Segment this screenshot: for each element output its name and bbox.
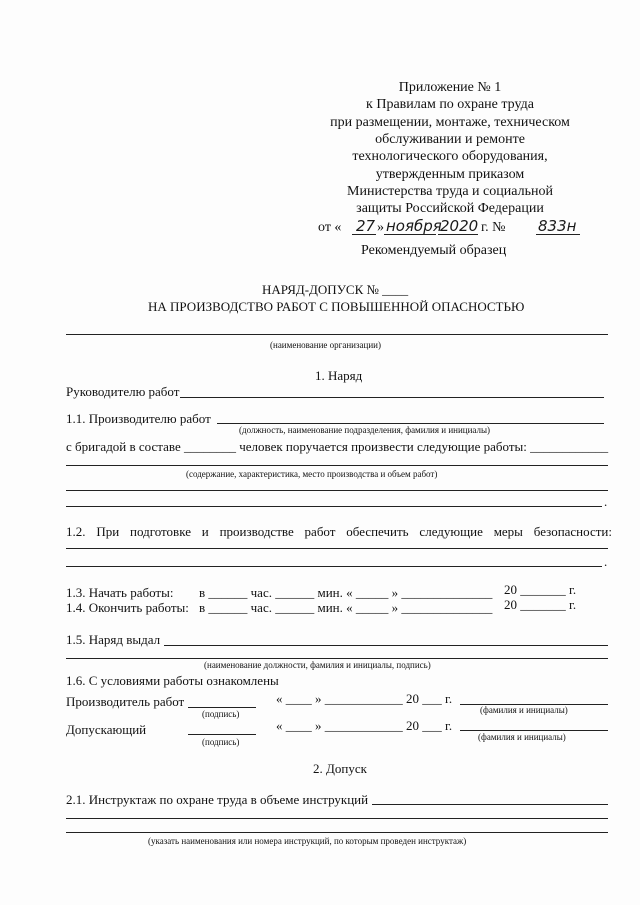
briefing-label: 2.1. Инструктаж по охране труда в объеме инструкций <box>66 792 369 807</box>
producer2-sign-line <box>188 707 256 708</box>
end-work-year: 20 _______ г. <box>504 597 577 612</box>
producer2-label: Производитель работ <box>66 694 185 709</box>
order-year-suffix: г. № <box>481 220 506 235</box>
producer2-name-caption: (фамилия и инициалы) <box>480 705 568 715</box>
works-line-3 <box>66 506 602 507</box>
works-line-2 <box>66 490 608 491</box>
safety-end-dot: . <box>604 554 608 569</box>
order-month-line <box>384 234 436 235</box>
header-line-5: технологического оборудования, <box>352 149 548 164</box>
header-line-7: Министерства труда и социальной <box>347 184 553 199</box>
order-day: 27 <box>356 217 376 235</box>
title-line-2: НА ПРОИЗВОДСТВО РАБОТ С ПОВЫШЕННОЙ ОПАСНОСТЬЮ <box>148 299 525 314</box>
admitter-name-caption: (фамилия и инициалы) <box>478 732 566 742</box>
start-work-label: 1.3. Начать работы: <box>66 585 174 600</box>
section-1-heading: 1. Наряд <box>315 368 363 383</box>
header-line-1: Приложение № 1 <box>398 80 502 95</box>
header-line-2: к Правилам по охране труда <box>366 97 534 112</box>
order-year-line <box>438 234 478 235</box>
briefing-line-2 <box>66 818 608 819</box>
organization-caption: (наименование организации) <box>270 340 381 350</box>
admitter-label: Допускающий <box>66 722 147 737</box>
header-line-8: защиты Российской Федерации <box>356 201 544 216</box>
order-year: 2020 <box>440 217 479 235</box>
start-work-time: в ______ час. ______ мин. « _____ » ______________ <box>199 585 493 600</box>
admitter-sign-line <box>188 734 256 735</box>
header-line-6: утвержденным приказом <box>375 167 525 182</box>
producer2-date: « ____ » ____________ 20 ___ г. <box>276 691 453 706</box>
producer2-sign-caption: (подпись) <box>202 709 240 719</box>
end-work-label: 1.4. Окончить работы: <box>66 600 189 615</box>
briefing-line-1 <box>372 804 608 805</box>
safety-line-1 <box>66 548 608 549</box>
works-line-1 <box>66 465 608 466</box>
issued-label: 1.5. Наряд выдал <box>66 632 161 647</box>
order-number: 833н <box>538 217 577 235</box>
admitter-name-line <box>460 730 608 731</box>
order-close-quote: » <box>377 220 384 235</box>
section-2-heading: 2. Допуск <box>313 761 367 776</box>
title-line-1: НАРЯД-ДОПУСК № ____ <box>262 282 409 297</box>
end-work-time: в ______ час. ______ мин. « _____ » ______________ <box>199 600 493 615</box>
admitter-date: « ____ » ____________ 20 ___ г. <box>276 718 453 733</box>
safety-label: 1.2. При подготовке и производстве работ обеспечить следующие меры безопасности: <box>66 524 612 539</box>
producer-line <box>217 423 604 424</box>
briefing-line-3 <box>66 832 608 833</box>
organization-line <box>66 334 608 335</box>
start-work-year: 20 _______ г. <box>504 582 577 597</box>
safety-line-2 <box>66 566 602 567</box>
order-month: ноября <box>386 217 442 235</box>
acquainted-label: 1.6. С условиями работы ознакомлены <box>66 673 279 688</box>
producer-label: 1.1. Производителю работ <box>66 411 211 426</box>
header-line-3: при размещении, монтаже, техническом <box>330 115 570 130</box>
issued-caption: (наименование должности, фамилия и инициалы, подпись) <box>204 660 431 670</box>
briefing-caption: (указать наименования или номера инструкций, по которым проведен инструктаж) <box>148 836 467 846</box>
order-day-line <box>352 234 376 235</box>
admitter-sign-caption: (подпись) <box>202 737 240 747</box>
works-end-dot: . <box>604 494 608 509</box>
manager-label: Руководителю работ <box>66 384 180 399</box>
order-number-line <box>536 234 580 235</box>
order-from-text: от « <box>318 220 342 235</box>
header-line-4: обслуживании и ремонте <box>375 132 525 147</box>
works-caption: (содержание, характеристика, место производства и объем работ) <box>186 469 438 479</box>
producer-caption: (должность, наименование подразделения, фамилия и инициалы) <box>239 425 491 435</box>
issued-line-1 <box>164 645 608 646</box>
issued-line-2 <box>66 658 608 659</box>
brigade-label: с бригадой в составе ________ человек поручается произвести следующие работы: ____________ <box>66 439 609 454</box>
recommended-sample: Рекомендуемый образец <box>361 243 507 258</box>
manager-line <box>180 397 604 398</box>
